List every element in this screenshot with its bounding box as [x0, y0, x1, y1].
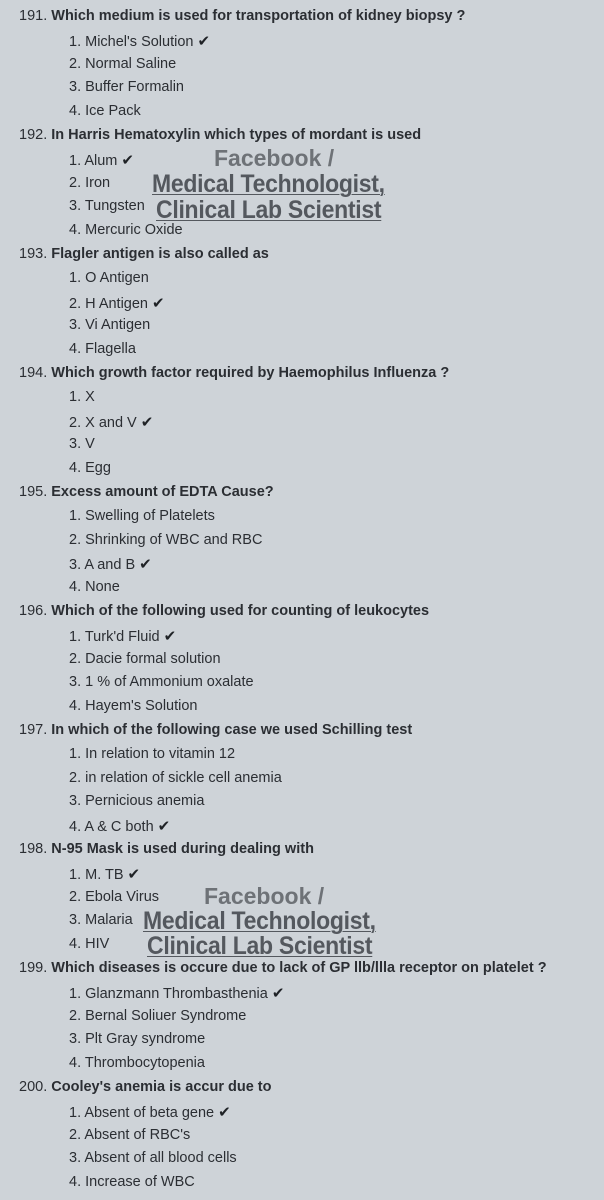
answer-option	[69, 32, 210, 50]
question	[19, 1079, 271, 1095]
check-mark-icon: ✔	[139, 556, 152, 574]
answer-option-label: 4. HIV	[69, 936, 110, 953]
answer-option	[69, 651, 221, 667]
answer-option	[69, 436, 95, 452]
check-mark-icon: ✔	[271, 984, 285, 1002]
answer-option	[69, 936, 109, 952]
answer-option	[69, 389, 95, 405]
answer-option	[69, 674, 254, 690]
question	[19, 722, 412, 738]
answer-option-label: 3. 1 % of Ammonium oxalate	[69, 674, 254, 691]
question-number: 199.	[19, 960, 48, 976]
answer-option-label: 1. Absent of beta gene	[69, 1104, 215, 1121]
watermark-facebook: Facebook /	[214, 145, 335, 171]
question-text: Which of the following used for counting of leukocytes	[51, 603, 430, 619]
check-mark-icon: ✔	[140, 413, 154, 431]
answer-option	[69, 579, 120, 595]
question-text: Which diseases is occure due to lack of GP llb/llla receptor on platelet ?	[51, 960, 547, 976]
question-number: 196.	[19, 603, 48, 619]
answer-option-label: 2. Normal Saline	[69, 55, 177, 72]
answer-option	[69, 746, 235, 762]
answer-option-label: 3. Absent of all blood cells	[69, 1150, 237, 1167]
answer-option-label: 2. Bernal Soliuer Syndrome	[69, 1007, 247, 1024]
answer-option-label: 3. Pernicious anemia	[69, 793, 205, 810]
answer-option-label: 4. None	[69, 579, 120, 596]
answer-option	[69, 1127, 190, 1143]
answer-option	[69, 1055, 205, 1071]
question-text: Excess amount of EDTA Cause?	[51, 484, 274, 500]
question-text: In which of the following case we used Schilling test	[51, 722, 413, 738]
answer-option	[69, 175, 110, 191]
answer-option	[69, 912, 133, 928]
check-mark-icon: ✔	[121, 151, 134, 169]
check-mark-icon: ✔	[152, 294, 165, 312]
answer-option-label: 4. Hayem's Solution	[69, 698, 198, 715]
answer-option	[69, 889, 159, 905]
answer-option	[69, 1174, 195, 1190]
watermark-clinical-lab-scientist: Clinical Lab Scientist	[156, 196, 382, 224]
answer-option-label: 1. O Antigen	[69, 269, 149, 286]
question-text: Which growth factor required by Haemophilus Influenza ?	[51, 365, 450, 381]
question-number: 191.	[19, 8, 48, 24]
answer-option	[69, 103, 141, 119]
answer-option	[69, 1150, 237, 1166]
question	[19, 246, 269, 262]
answer-option	[69, 198, 145, 214]
answer-option-label: 1. X	[69, 388, 95, 405]
answer-option	[69, 508, 215, 524]
answer-option-label: 4. Increase of WBC	[69, 1174, 195, 1191]
watermark-facebook: Facebook /	[204, 883, 325, 909]
question-text: In Harris Hematoxylin which types of mordant is used	[51, 127, 422, 143]
watermark-medical-technologist: Medical Technologist,	[143, 907, 376, 935]
answer-option	[69, 984, 284, 1002]
check-mark-icon: ✔	[157, 818, 171, 836]
answer-option-label: 2. Iron	[69, 174, 111, 191]
answer-option	[69, 1031, 205, 1047]
question	[19, 127, 421, 143]
answer-option	[69, 341, 136, 357]
question	[19, 603, 429, 619]
question-number: 197.	[19, 722, 48, 738]
question-text: Flagler antigen is also called as	[51, 246, 269, 262]
watermark-clinical-lab-scientist: Clinical Lab Scientist	[147, 932, 373, 960]
question	[19, 8, 465, 24]
answer-option	[69, 793, 204, 809]
answer-option-label: 2. in relation of sickle cell anemia	[69, 769, 282, 786]
answer-option	[69, 817, 170, 835]
answer-option	[69, 56, 176, 72]
answer-option-label: 1. Michel's Solution	[69, 33, 194, 50]
answer-option	[69, 413, 153, 431]
question-number: 193.	[19, 246, 48, 262]
answer-option	[69, 151, 134, 169]
answer-option-label: 4. Egg	[69, 460, 111, 477]
answer-option-label: 3. Malaria	[69, 912, 133, 929]
answer-option-label: 3. Tungsten	[69, 198, 145, 215]
question-text: Which medium is used for transportation of kidney biopsy ?	[51, 8, 466, 24]
question-text: Cooley's anemia is accur due to	[51, 1079, 272, 1095]
answer-option-label: 1. M. TB	[69, 866, 124, 883]
answer-option-label: 2. Absent of RBC's	[69, 1126, 191, 1143]
answer-option-label: 3. Buffer Formalin	[69, 79, 184, 96]
question	[19, 960, 547, 976]
question-number: 192.	[19, 127, 48, 143]
question-text: N-95 Mask is used during dealing with	[51, 841, 314, 857]
answer-option-label: 4. Flagella	[69, 341, 136, 358]
question-number: 195.	[19, 484, 48, 500]
answer-option-label: 3. A and B	[69, 557, 136, 574]
answer-option	[69, 555, 152, 573]
answer-option-label: 4. Ice Pack	[69, 103, 141, 120]
answer-option-label: 4. Mercuric Oxide	[69, 222, 183, 239]
question-number: 200.	[19, 1079, 48, 1095]
question-number: 198.	[19, 841, 48, 857]
answer-option-label: 1. Turk'd Fluid	[69, 628, 160, 645]
answer-option-label: 2. Dacie formal solution	[69, 650, 221, 667]
answer-option-label: 3. Vi Antigen	[69, 317, 151, 334]
answer-option-label: 3. Plt Gray syndrome	[69, 1031, 206, 1048]
answer-option-label: 2. H Antigen	[69, 295, 148, 312]
check-mark-icon: ✔	[197, 32, 211, 50]
answer-option	[69, 865, 140, 883]
check-mark-icon: ✔	[127, 865, 141, 883]
answer-option-label: 1. Swelling of Platelets	[69, 507, 215, 524]
answer-option-label: 3. V	[69, 436, 95, 453]
answer-option	[69, 460, 111, 476]
answer-option-label: 4. A & C both	[69, 819, 154, 836]
answer-option	[69, 532, 262, 548]
answer-option-label: 2. Ebola Virus	[69, 888, 160, 905]
answer-option	[69, 79, 184, 95]
answer-option	[69, 698, 198, 714]
check-mark-icon: ✔	[218, 1103, 231, 1121]
answer-option-label: 1. In relation to vitamin 12	[69, 745, 236, 762]
check-mark-icon: ✔	[163, 627, 177, 645]
answer-option-label: 2. X and V	[69, 414, 137, 431]
question	[19, 841, 314, 857]
answer-option	[69, 627, 176, 645]
answer-option	[69, 1008, 246, 1024]
answer-option	[69, 294, 165, 312]
answer-option	[69, 1103, 231, 1121]
answer-option-label: 4. Thrombocytopenia	[69, 1055, 205, 1072]
answer-option	[69, 270, 149, 286]
answer-option-label: 2. Shrinking of WBC and RBC	[69, 531, 263, 548]
answer-option-label: 1. Glanzmann Thrombasthenia	[69, 985, 268, 1002]
watermark-medical-technologist: Medical Technologist,	[152, 170, 385, 198]
question-number: 194.	[19, 365, 48, 381]
question	[19, 484, 274, 500]
answer-option	[69, 317, 150, 333]
answer-option-label: 1. Alum	[69, 152, 118, 169]
answer-option	[69, 770, 282, 786]
question	[19, 365, 449, 381]
